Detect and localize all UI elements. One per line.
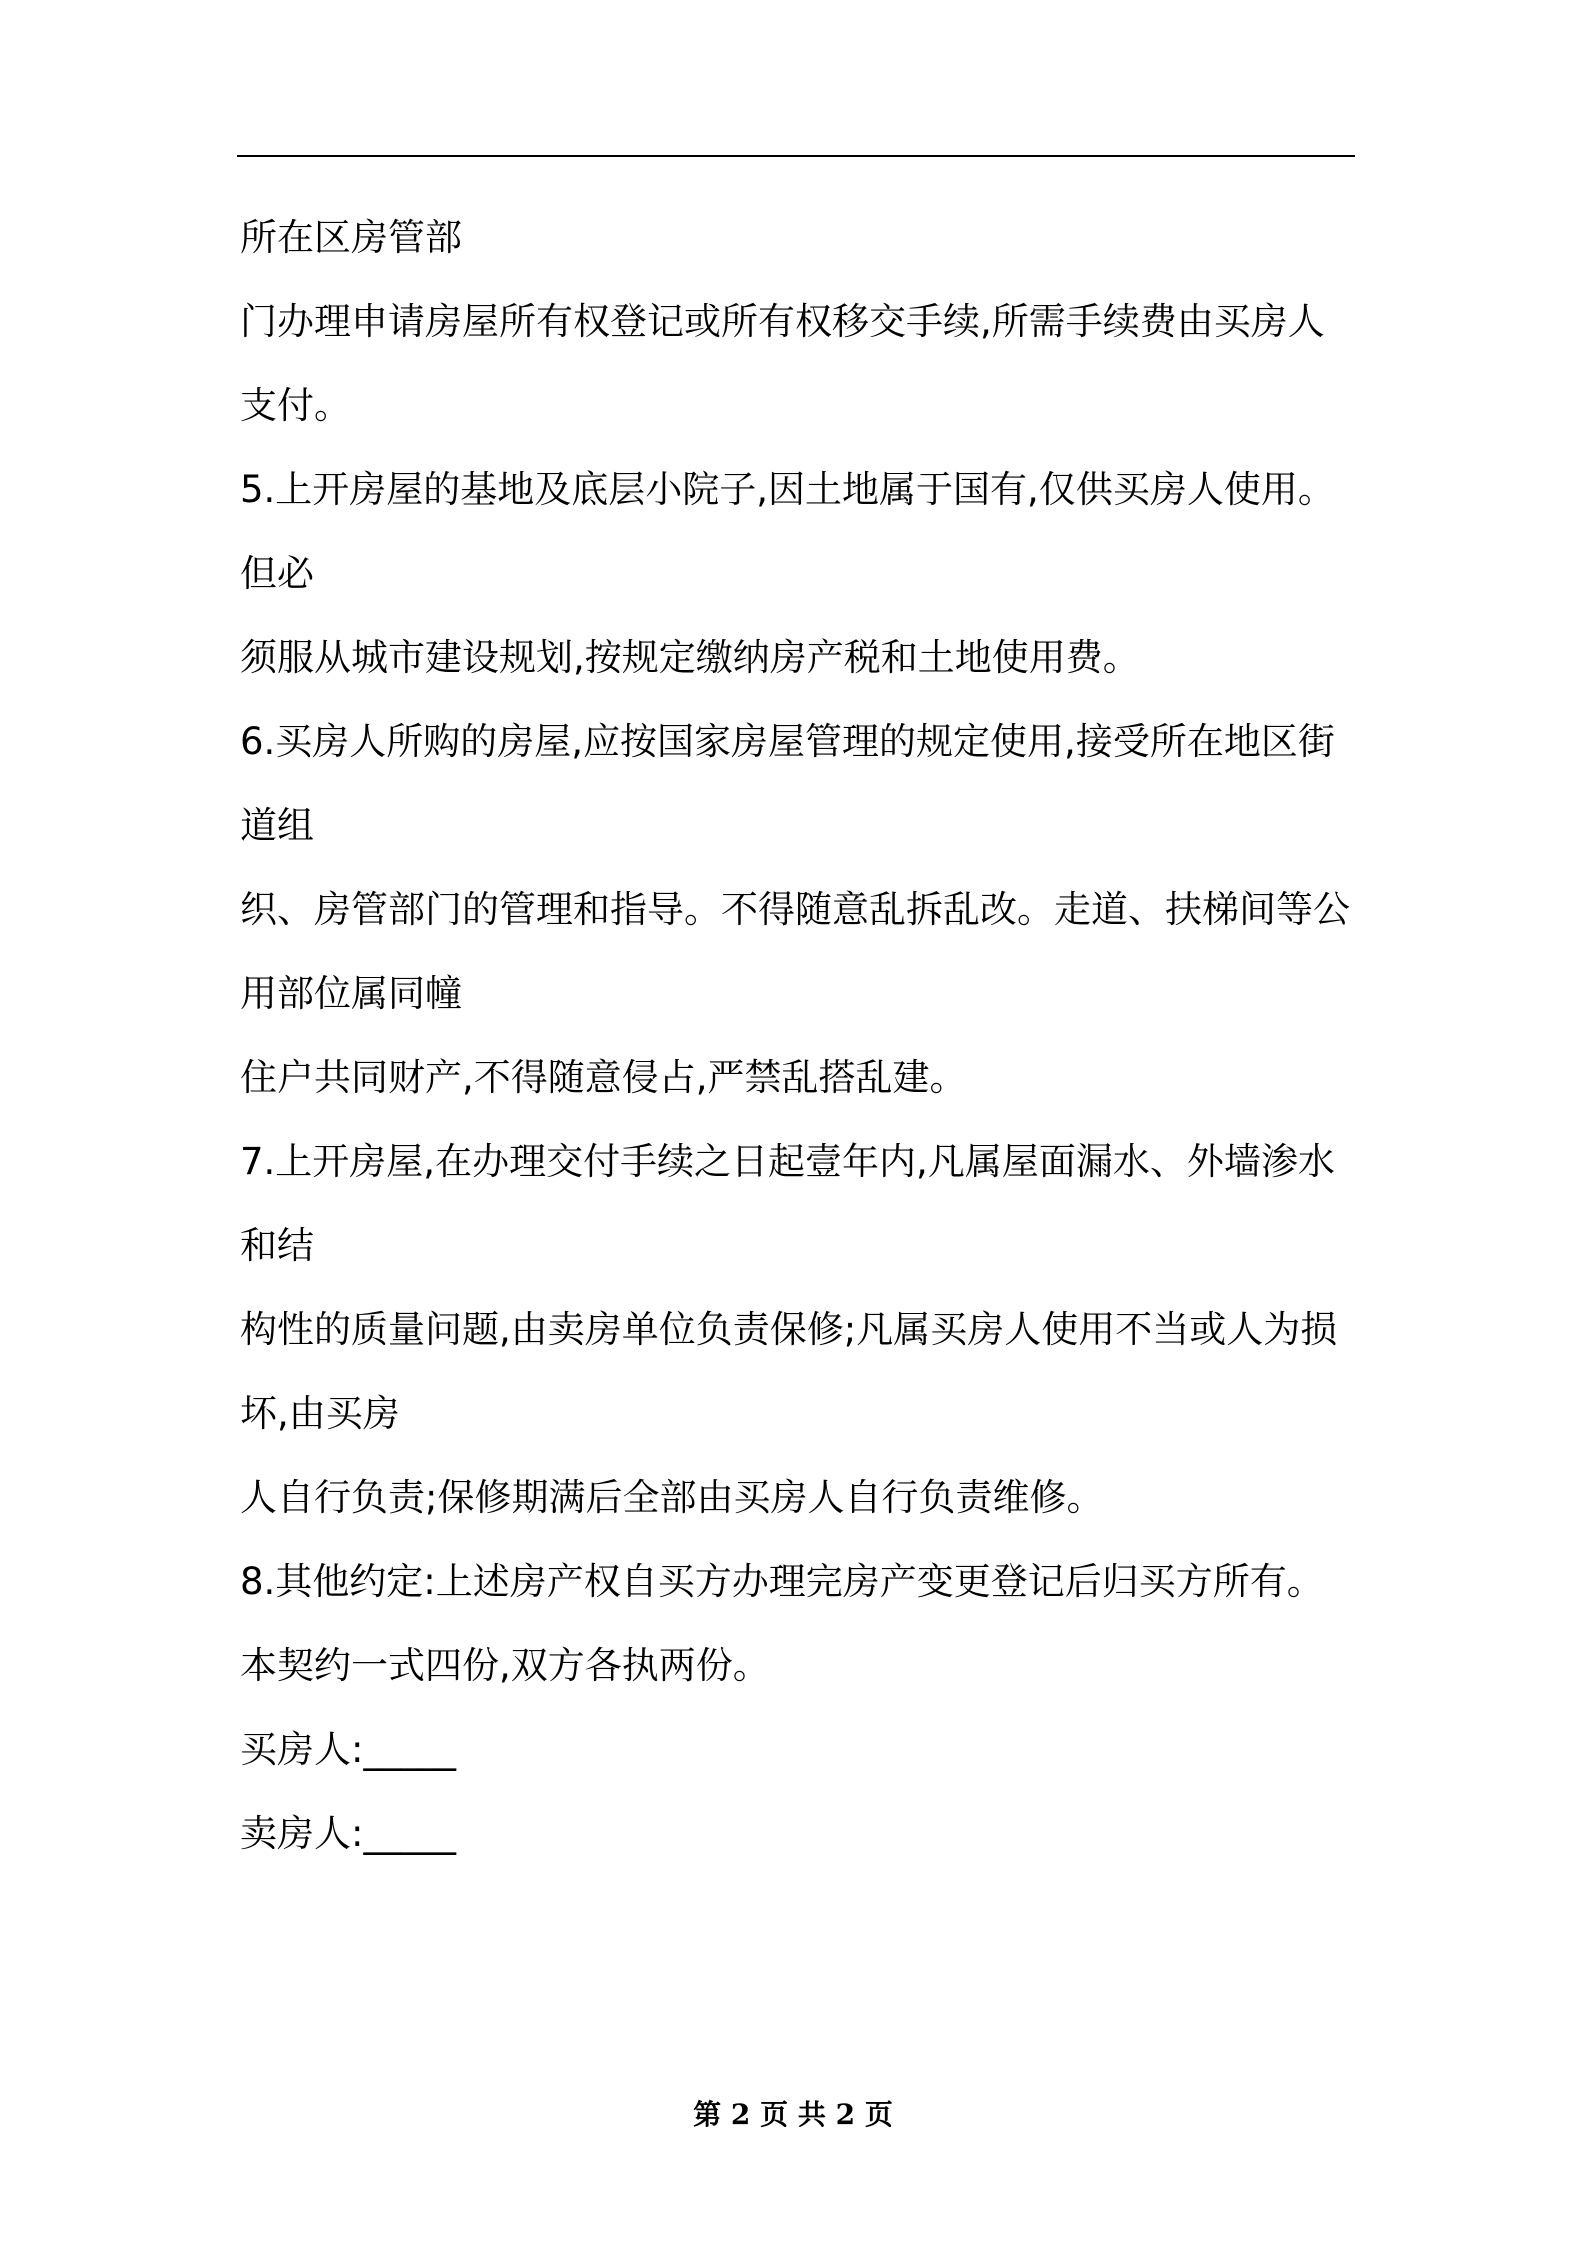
clause-6: 6.买房人所购的房屋,应按国家房屋管理的规定使用,接受所在地区街 bbox=[240, 720, 1335, 763]
text-line: 人自行负责;保修期满后全部由买房人自行负责维修。 bbox=[240, 1476, 1104, 1519]
text-line: 道组 bbox=[240, 804, 314, 847]
text-line: 坏,由买房 bbox=[240, 1392, 400, 1435]
text-line: 构性的质量问题,由卖房单位负责保修;凡属买房人使用不当或人为损 bbox=[240, 1308, 1338, 1351]
clause-8: 8.其他约定:上述房产权自买方办理完房产变更登记后归买方所有。 bbox=[240, 1560, 1324, 1603]
page-number: 第 2 页 共 2 页 bbox=[693, 2098, 893, 2131]
header-rule bbox=[237, 155, 1355, 157]
text-line: 织、房管部门的管理和指导。不得随意乱拆乱改。走道、扶梯间等公 bbox=[240, 888, 1350, 931]
clause-5: 5.上开房屋的基地及底层小院子,因土地属于国有,仅供买房人使用。 bbox=[240, 468, 1335, 511]
buyer-signature-line: 买房人:_____ bbox=[240, 1728, 456, 1771]
seller-signature-line: 卖房人:_____ bbox=[240, 1812, 456, 1855]
copies-statement: 本契约一式四份,双方各执两份。 bbox=[240, 1644, 770, 1687]
text-line: 和结 bbox=[240, 1224, 314, 1267]
text-line: 门办理申请房屋所有权登记或所有权移交手续,所需手续费由买房人 bbox=[240, 300, 1325, 343]
text-line: 须服从城市建设规划,按规定缴纳房产税和土地使用费。 bbox=[240, 636, 1140, 679]
text-line: 但必 bbox=[240, 552, 314, 595]
text-line: 所在区房管部 bbox=[240, 216, 462, 259]
clause-7: 7.上开房屋,在办理交付手续之日起壹年内,凡属屋面漏水、外墙渗水 bbox=[240, 1140, 1335, 1183]
text-line: 住户共同财产,不得随意侵占,严禁乱搭乱建。 bbox=[240, 1056, 967, 1099]
text-line: 支付。 bbox=[240, 384, 351, 427]
text-line: 用部位属同幢 bbox=[240, 972, 462, 1015]
document-body bbox=[240, 196, 1360, 1876]
